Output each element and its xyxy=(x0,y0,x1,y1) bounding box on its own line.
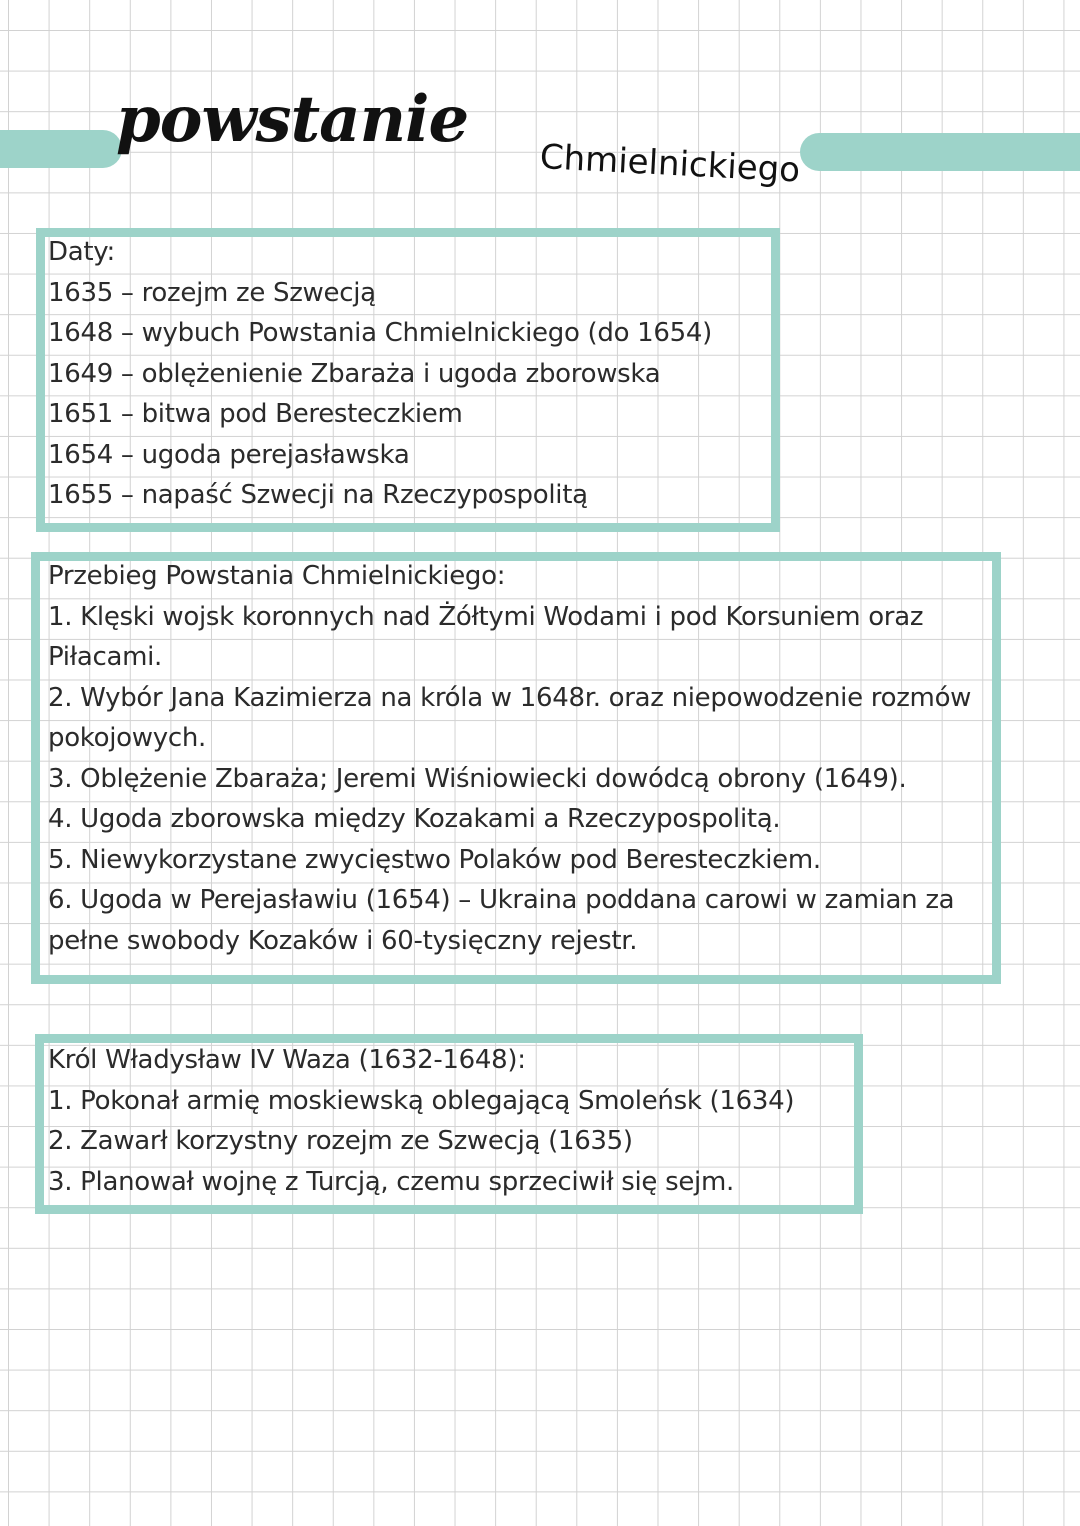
krol-line: 2. Zawarł korzystny rozejm ze Szwecją (1635) xyxy=(48,1126,633,1156)
przebieg-line: pokojowych. xyxy=(48,723,206,753)
dates-line: 1648 – wybuch Powstania Chmielnickiego (do 1654) xyxy=(48,318,712,348)
przebieg-heading: Przebieg Powstania Chmielnickiego: xyxy=(48,561,506,591)
przebieg-line: 5. Niewykorzystane zwycięstwo Polaków pod Beresteczkiem. xyxy=(48,844,821,875)
dates-list xyxy=(48,232,712,516)
przebieg-line: 6. Ugoda w Perejasławiu (1654) – Ukraina poddana carowi w zamian za xyxy=(48,885,955,915)
przebieg-line: 3. Oblężenie Zbaraża; Jeremi Wiśniowiecki dowódcą obrony (1649). xyxy=(48,763,907,794)
dates-line: 1654 – ugoda perejasławska xyxy=(48,439,410,470)
page-title: powstanie xyxy=(116,82,469,157)
krol-line: 1. Pokonał armię moskiewską oblegającą Smoleńsk (1634) xyxy=(48,1085,795,1116)
krol-list xyxy=(48,1040,794,1202)
dates-line: 1635 – rozejm ze Szwecją xyxy=(48,277,376,308)
przebieg-line: 4. Ugoda zborowska między Kozakami a Rzeczypospolitą. xyxy=(48,804,781,834)
przebieg-line: 2. Wybór Jana Kazimierza na króla w 1648r. oraz niepowodzenie rozmów xyxy=(48,682,972,713)
przebieg-line: pełne swobody Kozaków i 60-tysięczny rejestr. xyxy=(48,925,638,956)
dates-heading: Daty: xyxy=(48,237,115,267)
przebieg-list xyxy=(48,556,971,961)
title-banner-left xyxy=(0,130,122,168)
dates-line: 1649 – oblężenienie Zbaraża i ugoda zborowska xyxy=(48,358,661,389)
przebieg-line: 1. Klęski wojsk koronnych nad Żółtymi Wodami i pod Korsuniem oraz xyxy=(48,601,924,632)
krol-line: 3. Planował wojnę z Turcją, czemu sprzeciwił się sejm. xyxy=(48,1166,734,1197)
title-banner-right xyxy=(800,133,1080,171)
dates-line: 1651 – bitwa pod Beresteczkiem xyxy=(48,399,463,429)
dates-line: 1655 – napaść Szwecji na Rzeczypospolitą xyxy=(48,480,588,510)
krol-heading: Król Władysław IV Waza (1632-1648): xyxy=(48,1045,526,1075)
page-subtitle: Chmielnickiego xyxy=(538,137,802,191)
przebieg-line: Piłacami. xyxy=(48,642,162,672)
